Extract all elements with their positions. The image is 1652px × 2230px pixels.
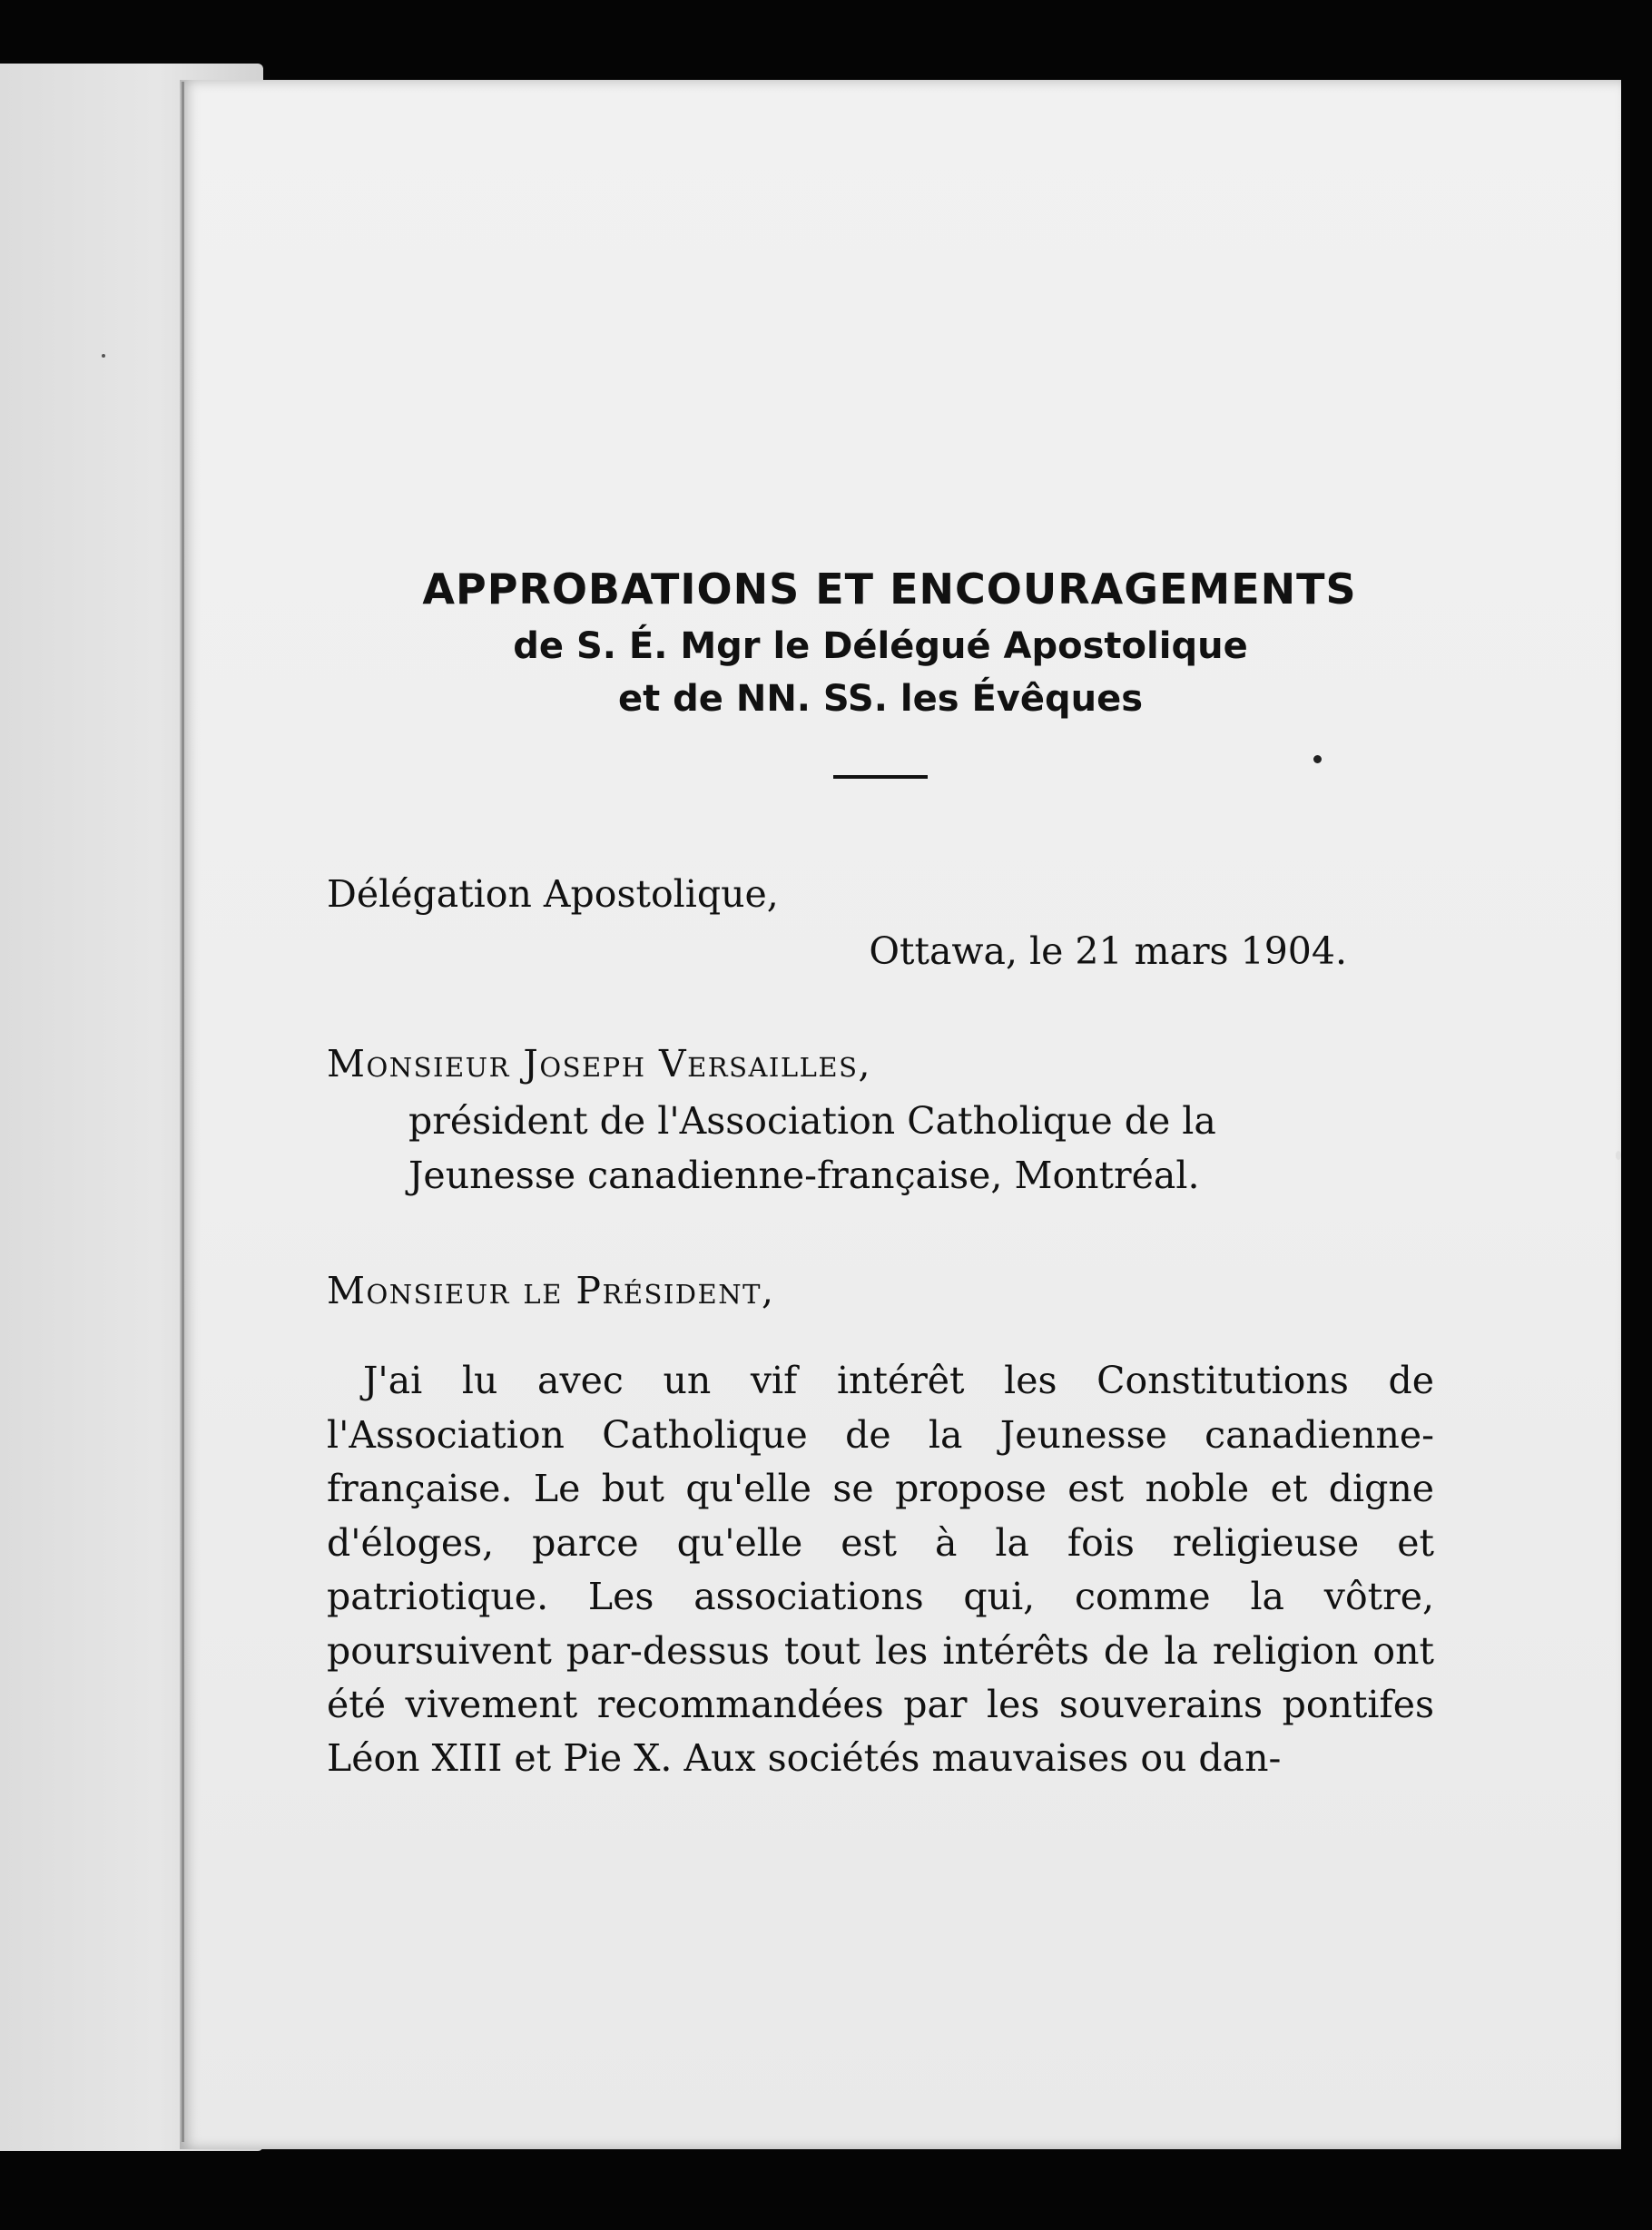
page-speck	[102, 354, 105, 358]
addressee-description-line-1: président de l'Association Catholique de la	[408, 1099, 1216, 1144]
addressee-description-line-2: Jeunesse canadienne-française, Montréal.	[408, 1153, 1200, 1197]
letter-place: Délégation Apostolique,	[327, 871, 779, 916]
letter-date: Ottawa, le 21 mars 1904.	[869, 929, 1347, 974]
title-line-1: APPROBATIONS ET ENCOURAGEMENTS	[422, 565, 1357, 614]
title-line-2: de S. É. Mgr le Délégué Apostolique	[513, 624, 1248, 667]
title-line-3: et de NN. SS. les Évêques	[617, 677, 1144, 720]
addressee-name: Monsieur Joseph Versailles,	[327, 1041, 871, 1086]
ink-speck	[1616, 1151, 1621, 1160]
section-rule	[833, 775, 928, 779]
page-gutter	[182, 82, 184, 2142]
addressee-description	[408, 1095, 1434, 1203]
letter-body: J'ai lu avec un vif intérêt les Constitutions de l'Association Catholique de la Jeunesse canadienne-française. Le but qu'elle se propose est noble et digne d'éloges, parce qu'elle est à la fois religieuse et patriotique. Les associations qui, comme la vôtre, poursuivent par-dessus tout les intérêts de la religion ont été vivement recommandées par les souverains pontifes Léon XIII et Pie X. Aux sociétés mauvaises ou dan-	[327, 1359, 1434, 1781]
salutation: Monsieur le Président,	[327, 1268, 775, 1312]
page-content	[327, 563, 1434, 1823]
